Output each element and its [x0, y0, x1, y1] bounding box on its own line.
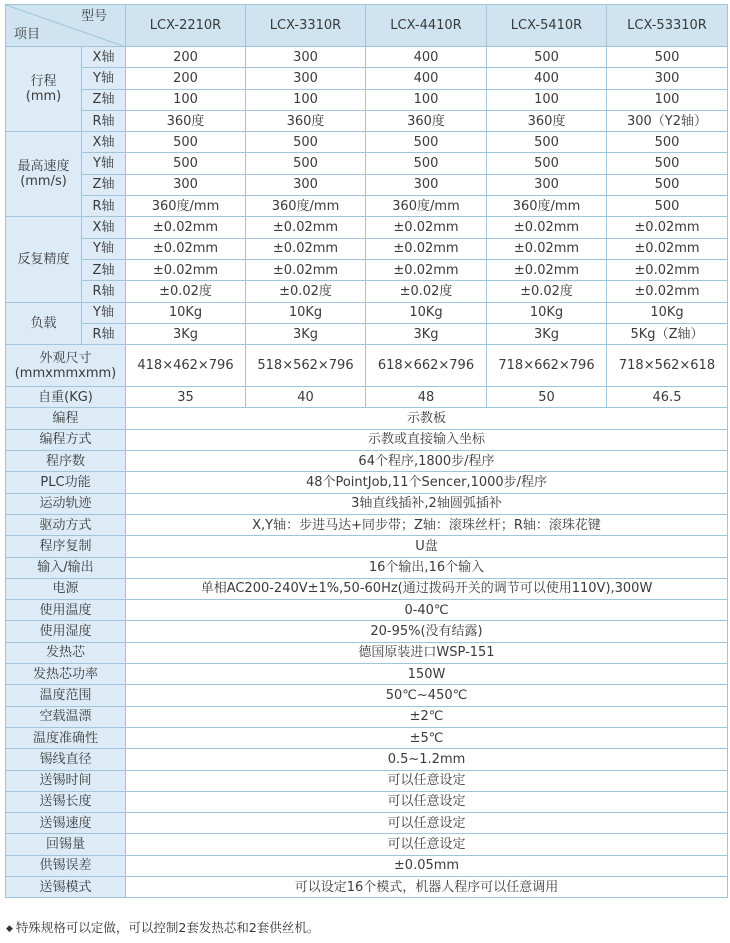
value-cell: 100 — [487, 89, 607, 110]
value-cell: 10Kg — [126, 302, 246, 323]
spec-label: 锡线直径 — [6, 749, 126, 770]
value-cell: 100 — [126, 89, 246, 110]
spec-value: 单相AC200-240V±1%,50-60Hz(通过拨码开关的调节可以使用110V),300W — [126, 578, 728, 599]
spec-value: 0.5~1.2mm — [126, 749, 728, 770]
spec-row — [6, 408, 728, 429]
spec-label: 温度准确性 — [6, 727, 126, 748]
axis-label: Z轴 — [82, 174, 126, 195]
dimension-value: 518×562×796 — [246, 345, 366, 387]
table-row — [6, 323, 728, 344]
value-cell: ±0.02度 — [487, 281, 607, 302]
group-label: 反复精度 — [6, 217, 82, 302]
spec-value: 可以任意设定 — [126, 791, 728, 812]
spec-label: 输入/输出 — [6, 557, 126, 578]
value-cell: 500 — [366, 132, 487, 153]
weight-value: 48 — [366, 387, 487, 408]
header-row — [6, 5, 728, 47]
spec-label: 程序复制 — [6, 536, 126, 557]
value-cell: 500 — [366, 153, 487, 174]
value-cell: ±0.02mm — [366, 238, 487, 259]
table-row — [6, 259, 728, 280]
value-cell: ±0.02度 — [366, 281, 487, 302]
table-row — [6, 217, 728, 238]
spec-row — [6, 664, 728, 685]
spec-row — [6, 791, 728, 812]
value-cell: 500 — [126, 153, 246, 174]
spec-label: 温度范围 — [6, 685, 126, 706]
value-cell: 360度/mm — [487, 196, 607, 217]
group-label: 负载 — [6, 302, 82, 345]
footnote-text: 特殊规格可以定做，可以控制2套发热芯和2套供丝机。 — [15, 920, 320, 935]
model-header-1: LCX-2210R — [126, 5, 246, 47]
value-cell: 3Kg — [126, 323, 246, 344]
value-cell: 500 — [607, 153, 728, 174]
value-cell: 360度 — [366, 110, 487, 131]
spec-label: 发热芯 — [6, 642, 126, 663]
spec-label: 送锡时间 — [6, 770, 126, 791]
spec-row — [6, 451, 728, 472]
spec-label: 编程 — [6, 408, 126, 429]
value-cell: ±0.02mm — [487, 259, 607, 280]
weight-value: 46.5 — [607, 387, 728, 408]
spec-label: 发热芯功率 — [6, 664, 126, 685]
spec-value: 48个PointJob,11个Sencer,1000步/程序 — [126, 472, 728, 493]
spec-label: 编程方式 — [6, 429, 126, 450]
spec-row — [6, 557, 728, 578]
axis-label: Y轴 — [82, 153, 126, 174]
table-row — [6, 47, 728, 68]
value-cell: 10Kg — [487, 302, 607, 323]
spec-value: 64个程序,1800步/程序 — [126, 451, 728, 472]
value-cell: ±0.02mm — [126, 238, 246, 259]
axis-label: Y轴 — [82, 238, 126, 259]
value-cell: 500 — [607, 132, 728, 153]
spec-value: 德国原装进口WSP-151 — [126, 642, 728, 663]
value-cell: 400 — [366, 68, 487, 89]
spec-row — [6, 813, 728, 834]
value-cell: ±0.02mm — [607, 281, 728, 302]
spec-label: 使用湿度 — [6, 621, 126, 642]
value-cell: 300 — [366, 174, 487, 195]
table-row — [6, 132, 728, 153]
value-cell: 200 — [126, 68, 246, 89]
dimension-value: 718×562×618 — [607, 345, 728, 387]
spec-row — [6, 472, 728, 493]
value-cell: 100 — [366, 89, 487, 110]
spec-row — [6, 749, 728, 770]
spec-row — [6, 600, 728, 621]
spec-value: 示教或直接输入坐标 — [126, 429, 728, 450]
spec-label: 使用温度 — [6, 600, 126, 621]
spec-label: 空载温漂 — [6, 706, 126, 727]
spec-row — [6, 855, 728, 876]
spec-label: 电源 — [6, 578, 126, 599]
spec-label: 驱动方式 — [6, 514, 126, 535]
spec-label: 供锡误差 — [6, 855, 126, 876]
table-row — [6, 68, 728, 89]
spec-row — [6, 834, 728, 855]
spec-value: 16个输出,16个输入 — [126, 557, 728, 578]
value-cell: 300 — [246, 174, 366, 195]
table-row — [6, 153, 728, 174]
value-cell: 360度/mm — [366, 196, 487, 217]
value-cell: 500 — [607, 174, 728, 195]
table-row — [6, 302, 728, 323]
spec-row — [6, 642, 728, 663]
spec-label: 送锡速度 — [6, 813, 126, 834]
value-cell: 500 — [246, 132, 366, 153]
value-cell: 500 — [607, 196, 728, 217]
dimension-value: 418×462×796 — [126, 345, 246, 387]
value-cell: ±0.02mm — [126, 259, 246, 280]
spec-label: 送锡长度 — [6, 791, 126, 812]
spec-label: 程序数 — [6, 451, 126, 472]
weight-value: 50 — [487, 387, 607, 408]
value-cell: 360度 — [126, 110, 246, 131]
spec-label: 运动轨迹 — [6, 493, 126, 514]
spec-row — [6, 685, 728, 706]
model-header-4: LCX-5410R — [487, 5, 607, 47]
value-cell: 3Kg — [366, 323, 487, 344]
value-cell: 500 — [487, 132, 607, 153]
value-cell: 300 — [607, 68, 728, 89]
header-corner-cell — [6, 5, 126, 47]
spec-value: 可以任意设定 — [126, 813, 728, 834]
axis-label: X轴 — [82, 47, 126, 68]
spec-value: 50℃~450℃ — [126, 685, 728, 706]
axis-label: X轴 — [82, 132, 126, 153]
table-row — [6, 238, 728, 259]
spec-row — [6, 770, 728, 791]
axis-label: R轴 — [82, 281, 126, 302]
spec-value: 可以设定16个模式，机器人程序可以任意调用 — [126, 876, 728, 897]
model-header-3: LCX-4410R — [366, 5, 487, 47]
value-cell: 500 — [126, 132, 246, 153]
value-cell: ±0.02度 — [126, 281, 246, 302]
spec-row — [6, 876, 728, 897]
spec-row — [6, 578, 728, 599]
value-cell: ±0.02mm — [246, 217, 366, 238]
value-cell: 500 — [487, 153, 607, 174]
dimension-label: 外观尺寸 (mmxmmxmm) — [6, 345, 126, 387]
footnote — [6, 918, 319, 936]
spec-value: 150W — [126, 664, 728, 685]
group-label: 最高速度 (mm/s) — [6, 132, 82, 217]
spec-row — [6, 429, 728, 450]
value-cell: 10Kg — [246, 302, 366, 323]
value-cell: ±0.02mm — [246, 238, 366, 259]
value-cell: 360度 — [246, 110, 366, 131]
axis-label: R轴 — [82, 110, 126, 131]
spec-value: 0-40℃ — [126, 600, 728, 621]
value-cell: 100 — [607, 89, 728, 110]
spec-value: ±5℃ — [126, 727, 728, 748]
value-cell: ±0.02度 — [246, 281, 366, 302]
value-cell: ±0.02mm — [487, 238, 607, 259]
value-cell: 500 — [607, 47, 728, 68]
item-label: 项目 — [14, 27, 41, 42]
table-row — [6, 110, 728, 131]
axis-label: X轴 — [82, 217, 126, 238]
spec-label: PLC功能 — [6, 472, 126, 493]
spec-value: 3轴直线插补,2轴圆弧插补 — [126, 493, 728, 514]
axis-label: R轴 — [82, 196, 126, 217]
value-cell: ±0.02mm — [126, 217, 246, 238]
weight-value: 35 — [126, 387, 246, 408]
dimension-value: 618×662×796 — [366, 345, 487, 387]
value-cell: ±0.02mm — [607, 238, 728, 259]
group-label: 行程 (mm) — [6, 47, 82, 132]
axis-label: Z轴 — [82, 89, 126, 110]
spec-row — [6, 727, 728, 748]
value-cell: 300 — [246, 47, 366, 68]
model-header-2: LCX-3310R — [246, 5, 366, 47]
spec-value: 示教板 — [126, 408, 728, 429]
value-cell: ±0.02mm — [246, 259, 366, 280]
value-cell: ±0.02mm — [366, 217, 487, 238]
type-label: 型号 — [80, 9, 107, 24]
value-cell: 500 — [487, 47, 607, 68]
value-cell: 500 — [246, 153, 366, 174]
weight-label: 自重(KG) — [6, 387, 126, 408]
value-cell: 360度/mm — [246, 196, 366, 217]
spec-table — [5, 4, 728, 898]
value-cell: 300（Y2轴） — [607, 110, 728, 131]
axis-label: Y轴 — [82, 68, 126, 89]
value-cell: ±0.02mm — [487, 217, 607, 238]
model-header-5: LCX-53310R — [607, 5, 728, 47]
value-cell: 300 — [487, 174, 607, 195]
bullet-icon: ◆ — [6, 924, 13, 934]
spec-row — [6, 514, 728, 535]
dimension-value: 718×662×796 — [487, 345, 607, 387]
value-cell: 3Kg — [487, 323, 607, 344]
spec-label: 回锡量 — [6, 834, 126, 855]
value-cell: 10Kg — [607, 302, 728, 323]
table-row — [6, 196, 728, 217]
spec-value: 可以任意设定 — [126, 770, 728, 791]
value-cell: 400 — [366, 47, 487, 68]
table-row — [6, 281, 728, 302]
value-cell: 360度/mm — [126, 196, 246, 217]
value-cell: 300 — [246, 68, 366, 89]
weight-value: 40 — [246, 387, 366, 408]
value-cell: ±0.02mm — [607, 217, 728, 238]
value-cell: 360度 — [487, 110, 607, 131]
value-cell: ±0.02mm — [366, 259, 487, 280]
value-cell: 300 — [126, 174, 246, 195]
weight-row — [6, 387, 728, 408]
value-cell: 5Kg（Z轴） — [607, 323, 728, 344]
value-cell: 10Kg — [366, 302, 487, 323]
spec-row — [6, 621, 728, 642]
table-row — [6, 174, 728, 195]
value-cell: 100 — [246, 89, 366, 110]
value-cell: 200 — [126, 47, 246, 68]
spec-row — [6, 706, 728, 727]
spec-value: ±2℃ — [126, 706, 728, 727]
spec-row — [6, 536, 728, 557]
axis-label: Z轴 — [82, 259, 126, 280]
dimension-row — [6, 345, 728, 387]
spec-value: U盘 — [126, 536, 728, 557]
value-cell: ±0.02mm — [607, 259, 728, 280]
spec-value: 20-95%(没有结露) — [126, 621, 728, 642]
value-cell: 3Kg — [246, 323, 366, 344]
spec-value: 可以任意设定 — [126, 834, 728, 855]
spec-value: ±0.05mm — [126, 855, 728, 876]
axis-label: Y轴 — [82, 302, 126, 323]
axis-label: R轴 — [82, 323, 126, 344]
table-row — [6, 89, 728, 110]
value-cell: 400 — [487, 68, 607, 89]
spec-label: 送锡模式 — [6, 876, 126, 897]
spec-row — [6, 493, 728, 514]
spec-value: X,Y轴：步进马达+同步带；Z轴：滚珠丝杆；R轴：滚珠花键 — [126, 514, 728, 535]
